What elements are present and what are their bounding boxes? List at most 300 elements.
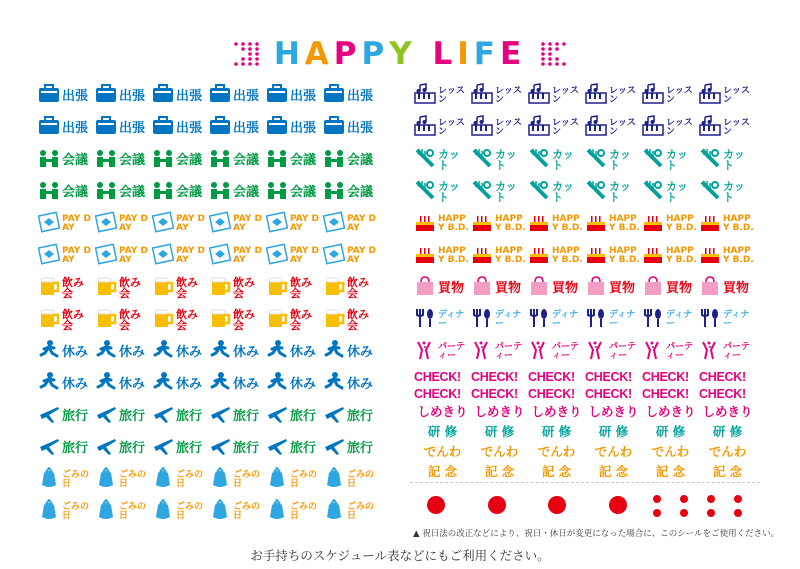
sticker-label: カット bbox=[609, 180, 631, 204]
airplane-icon bbox=[152, 403, 174, 429]
sticker[interactable] bbox=[95, 80, 152, 112]
sticker-label: カット bbox=[666, 180, 688, 204]
sticker[interactable] bbox=[323, 144, 380, 176]
text-sticker[interactable]: 研 修 bbox=[598, 423, 629, 439]
sticker-label: 会議 bbox=[347, 184, 374, 200]
sticker[interactable] bbox=[414, 272, 471, 304]
sticker[interactable] bbox=[528, 272, 585, 304]
text-sticker[interactable]: しめきり bbox=[474, 403, 525, 419]
sticker[interactable] bbox=[699, 208, 756, 240]
text-sticker[interactable]: 記 念 bbox=[712, 463, 743, 479]
title-letter: L bbox=[432, 36, 458, 72]
sticker[interactable] bbox=[266, 496, 323, 528]
sticker[interactable] bbox=[95, 208, 152, 240]
sticker[interactable] bbox=[95, 400, 152, 432]
sticker[interactable] bbox=[209, 80, 266, 112]
running-icon bbox=[209, 371, 231, 397]
small-red-dot-sticker[interactable] bbox=[653, 509, 661, 517]
sticker-label: 休み bbox=[119, 376, 146, 392]
sticker[interactable] bbox=[95, 432, 152, 464]
sticker-row bbox=[414, 208, 756, 240]
cutlery-icon bbox=[642, 307, 664, 333]
check-sticker[interactable]: CHECK! bbox=[642, 386, 689, 401]
meeting-icon bbox=[152, 147, 174, 173]
sticker[interactable] bbox=[585, 272, 642, 304]
text-sticker[interactable]: でんわ bbox=[594, 443, 633, 459]
sticker[interactable] bbox=[323, 240, 380, 272]
sticker[interactable] bbox=[95, 304, 152, 336]
sticker[interactable] bbox=[95, 464, 152, 496]
text-sticker[interactable]: しめきり bbox=[588, 403, 639, 419]
sticker[interactable] bbox=[642, 272, 699, 304]
sticker[interactable] bbox=[642, 112, 699, 144]
sticker[interactable] bbox=[152, 368, 209, 400]
sticker[interactable] bbox=[323, 400, 380, 432]
sticker[interactable] bbox=[585, 80, 642, 112]
suitcase-icon bbox=[38, 83, 60, 109]
text-sticker[interactable]: でんわ bbox=[423, 443, 462, 459]
suitcase-icon bbox=[323, 83, 345, 109]
large-red-dot-sticker[interactable] bbox=[609, 496, 627, 514]
sticker[interactable] bbox=[642, 304, 699, 336]
meeting-icon bbox=[323, 147, 345, 173]
sticker-label: HAPPY B.D. bbox=[609, 246, 640, 265]
sticker[interactable] bbox=[699, 336, 756, 368]
sticker-label: 出張 bbox=[119, 88, 146, 104]
sticker[interactable] bbox=[642, 144, 699, 176]
trash-bag-icon bbox=[152, 467, 174, 493]
sticker[interactable] bbox=[209, 304, 266, 336]
sticker[interactable] bbox=[528, 208, 585, 240]
sticker-label: ごみの日 bbox=[347, 470, 375, 489]
title-letter: F bbox=[473, 36, 500, 72]
sticker-row bbox=[38, 400, 380, 432]
sticker[interactable] bbox=[414, 304, 471, 336]
sticker[interactable] bbox=[95, 176, 152, 208]
sticker-label: HAPPY B.D. bbox=[438, 214, 469, 233]
meeting-icon bbox=[266, 147, 288, 173]
sticker[interactable] bbox=[528, 304, 585, 336]
sticker[interactable] bbox=[414, 144, 471, 176]
sticker[interactable] bbox=[414, 240, 471, 272]
sticker[interactable] bbox=[152, 80, 209, 112]
sticker[interactable] bbox=[209, 464, 266, 496]
sticker[interactable] bbox=[699, 176, 756, 208]
sticker[interactable] bbox=[38, 240, 95, 272]
sticker-label: HAPPY B.D. bbox=[666, 214, 697, 233]
sticker[interactable] bbox=[209, 336, 266, 368]
trash-bag-icon bbox=[266, 499, 288, 525]
sticker[interactable] bbox=[152, 304, 209, 336]
sticker-label: 出張 bbox=[233, 120, 260, 136]
sticker[interactable] bbox=[152, 400, 209, 432]
sticker-label: PAY DAY bbox=[176, 214, 205, 233]
sticker[interactable] bbox=[323, 464, 380, 496]
sticker[interactable] bbox=[528, 80, 585, 112]
sticker[interactable] bbox=[471, 240, 528, 272]
sticker[interactable] bbox=[266, 144, 323, 176]
sticker-label: 買物 bbox=[495, 280, 522, 296]
sticker[interactable] bbox=[38, 496, 95, 528]
sticker-row bbox=[414, 176, 756, 208]
sticker[interactable] bbox=[642, 80, 699, 112]
sticker[interactable] bbox=[152, 336, 209, 368]
sticker[interactable] bbox=[642, 240, 699, 272]
sticker[interactable] bbox=[152, 272, 209, 304]
sticker-label: 飲み会 bbox=[233, 276, 255, 300]
small-red-dot-sticker[interactable] bbox=[734, 509, 742, 517]
text-sticker[interactable]: 研 修 bbox=[484, 423, 515, 439]
sticker[interactable] bbox=[209, 368, 266, 400]
sticker[interactable] bbox=[266, 432, 323, 464]
piano-icon bbox=[414, 83, 436, 109]
sticker[interactable] bbox=[266, 304, 323, 336]
sticker[interactable] bbox=[471, 80, 528, 112]
meeting-icon bbox=[95, 179, 117, 205]
trash-bag-icon bbox=[38, 467, 60, 493]
sticker[interactable] bbox=[95, 272, 152, 304]
sticker[interactable] bbox=[323, 496, 380, 528]
sticker-row bbox=[414, 272, 756, 304]
sticker[interactable] bbox=[209, 176, 266, 208]
sticker[interactable] bbox=[323, 176, 380, 208]
sticker[interactable] bbox=[323, 112, 380, 144]
sticker-label: 出張 bbox=[290, 120, 317, 136]
text-sticker[interactable]: 研 修 bbox=[655, 423, 686, 439]
airplane-icon bbox=[209, 403, 231, 429]
check-sticker[interactable]: CHECK! bbox=[471, 369, 518, 384]
sticker[interactable] bbox=[209, 112, 266, 144]
sticker[interactable] bbox=[699, 80, 756, 112]
sticker[interactable] bbox=[699, 304, 756, 336]
small-red-dot-sticker[interactable] bbox=[680, 509, 688, 517]
meeting-icon bbox=[209, 179, 231, 205]
trash-bag-icon bbox=[209, 467, 231, 493]
check-sticker[interactable]: CHECK! bbox=[471, 386, 518, 401]
paper-icon bbox=[209, 211, 231, 237]
sticker-row bbox=[38, 80, 380, 112]
sticker[interactable] bbox=[471, 144, 528, 176]
sticker[interactable] bbox=[152, 240, 209, 272]
sticker-label: カット bbox=[609, 148, 631, 172]
sticker[interactable] bbox=[152, 496, 209, 528]
check-sticker[interactable]: CHECK! bbox=[414, 386, 461, 401]
text-sticker[interactable]: しめきり bbox=[645, 403, 696, 419]
sticker[interactable] bbox=[38, 208, 95, 240]
sticker[interactable] bbox=[699, 272, 756, 304]
text-sticker[interactable]: でんわ bbox=[537, 443, 576, 459]
sticker-row bbox=[38, 304, 380, 336]
small-red-dot-sticker[interactable] bbox=[707, 509, 715, 517]
sticker-label: PAY DAY bbox=[233, 214, 262, 233]
sticker[interactable] bbox=[471, 272, 528, 304]
sticker[interactable] bbox=[528, 144, 585, 176]
sticker-row bbox=[38, 208, 380, 240]
cake-icon bbox=[414, 243, 436, 269]
sticker[interactable] bbox=[152, 432, 209, 464]
small-red-dot-sticker[interactable] bbox=[680, 495, 688, 503]
large-red-dot-sticker[interactable] bbox=[488, 496, 506, 514]
text-sticker[interactable]: 記 念 bbox=[541, 463, 572, 479]
sticker-label: ディナー bbox=[495, 310, 522, 329]
sticker[interactable] bbox=[209, 208, 266, 240]
title-letter: A bbox=[304, 36, 334, 72]
sticker-label: 買物 bbox=[666, 280, 693, 296]
sticker[interactable] bbox=[266, 112, 323, 144]
check-sticker[interactable]: CHECK! bbox=[528, 386, 575, 401]
sticker[interactable] bbox=[642, 176, 699, 208]
cake-icon bbox=[471, 211, 493, 237]
sticker[interactable] bbox=[585, 112, 642, 144]
sticker[interactable] bbox=[95, 144, 152, 176]
shopping-bag-icon bbox=[642, 275, 664, 301]
meeting-icon bbox=[95, 147, 117, 173]
sticker-label: レッスン bbox=[723, 86, 750, 105]
sticker[interactable] bbox=[38, 304, 95, 336]
text-sticker[interactable]: でんわ bbox=[480, 443, 519, 459]
sticker[interactable] bbox=[266, 176, 323, 208]
running-icon bbox=[209, 339, 231, 365]
comb-scissors-icon bbox=[642, 147, 664, 173]
sticker[interactable] bbox=[38, 400, 95, 432]
sticker[interactable] bbox=[528, 176, 585, 208]
piano-icon bbox=[699, 115, 721, 141]
sticker[interactable] bbox=[699, 144, 756, 176]
sticker[interactable] bbox=[642, 208, 699, 240]
check-row bbox=[414, 385, 756, 402]
text-sticker[interactable]: しめきり bbox=[531, 403, 582, 419]
running-icon bbox=[152, 371, 174, 397]
sticker-label: カット bbox=[552, 148, 574, 172]
sticker[interactable] bbox=[209, 272, 266, 304]
sticker[interactable] bbox=[38, 432, 95, 464]
airplane-icon bbox=[152, 435, 174, 461]
text-sticker[interactable]: 記 念 bbox=[655, 463, 686, 479]
text-sticker[interactable]: でんわ bbox=[651, 443, 690, 459]
sticker[interactable] bbox=[585, 336, 642, 368]
sticker[interactable] bbox=[323, 80, 380, 112]
sticker-label: 飲み会 bbox=[233, 308, 255, 332]
check-sticker[interactable]: CHECK! bbox=[528, 369, 575, 384]
sticker[interactable] bbox=[209, 240, 266, 272]
sticker[interactable] bbox=[528, 112, 585, 144]
sticker[interactable] bbox=[38, 176, 95, 208]
sticker[interactable] bbox=[209, 496, 266, 528]
sticker[interactable] bbox=[266, 400, 323, 432]
sticker[interactable] bbox=[266, 240, 323, 272]
check-sticker[interactable]: CHECK! bbox=[585, 386, 632, 401]
sticker[interactable] bbox=[209, 144, 266, 176]
check-sticker[interactable]: CHECK! bbox=[699, 369, 746, 384]
sticker-label: 旅行 bbox=[233, 408, 260, 424]
sticker[interactable] bbox=[266, 80, 323, 112]
text-sticker[interactable]: 研 修 bbox=[712, 423, 743, 439]
sticker[interactable] bbox=[38, 464, 95, 496]
check-sticker[interactable]: CHECK! bbox=[642, 369, 689, 384]
sticker-label: レッスン bbox=[609, 118, 636, 137]
sticker[interactable] bbox=[414, 336, 471, 368]
paper-icon bbox=[152, 243, 174, 269]
beer-icon bbox=[323, 307, 345, 333]
sticker[interactable] bbox=[152, 208, 209, 240]
sticker-label: カット bbox=[438, 180, 460, 204]
sparkle-dots-right-icon bbox=[539, 41, 573, 67]
sticker[interactable] bbox=[414, 80, 471, 112]
sticker[interactable] bbox=[642, 336, 699, 368]
sticker[interactable] bbox=[38, 336, 95, 368]
sticker[interactable] bbox=[38, 144, 95, 176]
sticker-label: ごみの日 bbox=[62, 470, 90, 489]
text-sticker[interactable]: 研 修 bbox=[427, 423, 458, 439]
text-sticker[interactable]: しめきり bbox=[702, 403, 753, 419]
sticker[interactable] bbox=[323, 336, 380, 368]
sticker[interactable] bbox=[471, 336, 528, 368]
sticker[interactable] bbox=[323, 208, 380, 240]
text-sticker[interactable]: 研 修 bbox=[541, 423, 572, 439]
sticker[interactable] bbox=[471, 176, 528, 208]
text-sticker[interactable]: 記 念 bbox=[427, 463, 458, 479]
running-icon bbox=[95, 339, 117, 365]
sticker[interactable] bbox=[585, 304, 642, 336]
meeting-icon bbox=[209, 147, 231, 173]
sticker[interactable] bbox=[266, 336, 323, 368]
sticker[interactable] bbox=[266, 208, 323, 240]
beer-icon bbox=[152, 275, 174, 301]
sticker[interactable] bbox=[95, 240, 152, 272]
cake-icon bbox=[699, 211, 721, 237]
meeting-icon bbox=[38, 147, 60, 173]
cutlery-icon bbox=[585, 307, 607, 333]
sticker[interactable] bbox=[38, 112, 95, 144]
sticker-row bbox=[414, 144, 756, 176]
sticker-label: 会議 bbox=[290, 184, 317, 200]
airplane-icon bbox=[266, 403, 288, 429]
airplane-icon bbox=[323, 435, 345, 461]
text-sticker[interactable]: しめきり bbox=[417, 403, 468, 419]
sticker[interactable] bbox=[266, 272, 323, 304]
text-sticker-row bbox=[414, 462, 756, 482]
sticker[interactable] bbox=[585, 208, 642, 240]
sticker[interactable] bbox=[38, 80, 95, 112]
large-red-dot-sticker[interactable] bbox=[548, 496, 566, 514]
champagne-icon bbox=[642, 339, 664, 365]
airplane-icon bbox=[38, 403, 60, 429]
suitcase-icon bbox=[152, 83, 174, 109]
sticker[interactable] bbox=[95, 336, 152, 368]
sticker-label: カット bbox=[552, 180, 574, 204]
sticker[interactable] bbox=[152, 144, 209, 176]
comb-scissors-icon bbox=[585, 179, 607, 205]
sticker-label: レッスン bbox=[438, 118, 465, 137]
running-icon bbox=[38, 339, 60, 365]
check-sticker[interactable]: CHECK! bbox=[585, 369, 632, 384]
check-sticker[interactable]: CHECK! bbox=[699, 386, 746, 401]
small-red-dot-sticker[interactable] bbox=[653, 495, 661, 503]
title-letter: P bbox=[333, 36, 362, 72]
sticker[interactable] bbox=[38, 272, 95, 304]
sticker[interactable] bbox=[585, 240, 642, 272]
sticker-label: ごみの日 bbox=[176, 502, 204, 521]
sticker[interactable] bbox=[471, 208, 528, 240]
right-sticker-grid bbox=[414, 80, 756, 482]
sticker[interactable] bbox=[266, 368, 323, 400]
text-sticker[interactable]: でんわ bbox=[708, 443, 747, 459]
sticker[interactable] bbox=[95, 112, 152, 144]
sticker[interactable] bbox=[323, 368, 380, 400]
sticker-label: 出張 bbox=[62, 88, 89, 104]
sticker[interactable] bbox=[209, 400, 266, 432]
sticker-label: レッスン bbox=[495, 118, 522, 137]
title-letter: E bbox=[499, 36, 527, 72]
page-title bbox=[0, 36, 800, 72]
sticker-label: カット bbox=[495, 148, 517, 172]
cake-icon bbox=[528, 211, 550, 237]
sticker[interactable] bbox=[528, 240, 585, 272]
sticker[interactable] bbox=[38, 368, 95, 400]
sticker[interactable] bbox=[95, 368, 152, 400]
sticker[interactable] bbox=[95, 496, 152, 528]
sticker-label: カット bbox=[723, 148, 745, 172]
sticker-label: ごみの日 bbox=[347, 502, 375, 521]
sticker-label: ごみの日 bbox=[119, 502, 147, 521]
meeting-icon bbox=[38, 179, 60, 205]
sticker[interactable] bbox=[585, 176, 642, 208]
comb-scissors-icon bbox=[414, 179, 436, 205]
sticker[interactable] bbox=[152, 112, 209, 144]
sticker[interactable] bbox=[414, 208, 471, 240]
sticker-label: 会議 bbox=[176, 184, 203, 200]
sticker-label: 会議 bbox=[347, 152, 374, 168]
sticker[interactable] bbox=[152, 176, 209, 208]
sticker-label: HAPPY B.D. bbox=[438, 246, 469, 265]
sticker[interactable] bbox=[323, 272, 380, 304]
beer-icon bbox=[209, 275, 231, 301]
sticker-label: 会議 bbox=[233, 184, 260, 200]
paper-icon bbox=[266, 243, 288, 269]
trash-bag-icon bbox=[209, 499, 231, 525]
champagne-icon bbox=[414, 339, 436, 365]
small-red-dot-sticker[interactable] bbox=[707, 495, 715, 503]
sticker[interactable] bbox=[152, 464, 209, 496]
sticker[interactable] bbox=[323, 432, 380, 464]
comb-scissors-icon bbox=[414, 147, 436, 173]
small-red-dot-sticker[interactable] bbox=[734, 495, 742, 503]
check-sticker[interactable]: CHECK! bbox=[414, 369, 461, 384]
cutlery-icon bbox=[528, 307, 550, 333]
sticker[interactable] bbox=[414, 176, 471, 208]
sticker[interactable] bbox=[414, 112, 471, 144]
sticker[interactable] bbox=[471, 304, 528, 336]
shopping-bag-icon bbox=[414, 275, 436, 301]
text-sticker[interactable]: 記 念 bbox=[484, 463, 515, 479]
sticker[interactable] bbox=[699, 112, 756, 144]
sticker[interactable] bbox=[471, 112, 528, 144]
divider bbox=[410, 482, 760, 483]
sticker[interactable] bbox=[209, 432, 266, 464]
sticker[interactable] bbox=[699, 240, 756, 272]
piano-icon bbox=[414, 115, 436, 141]
sticker[interactable] bbox=[528, 336, 585, 368]
sticker[interactable] bbox=[323, 304, 380, 336]
piano-icon bbox=[528, 115, 550, 141]
sticker[interactable] bbox=[266, 464, 323, 496]
sticker-label: PAY DAY bbox=[176, 246, 205, 265]
large-red-dot-sticker[interactable] bbox=[427, 496, 445, 514]
sticker-label: パーティー bbox=[438, 342, 466, 361]
text-sticker[interactable]: 記 念 bbox=[598, 463, 629, 479]
cake-icon bbox=[585, 243, 607, 269]
sticker[interactable] bbox=[585, 144, 642, 176]
